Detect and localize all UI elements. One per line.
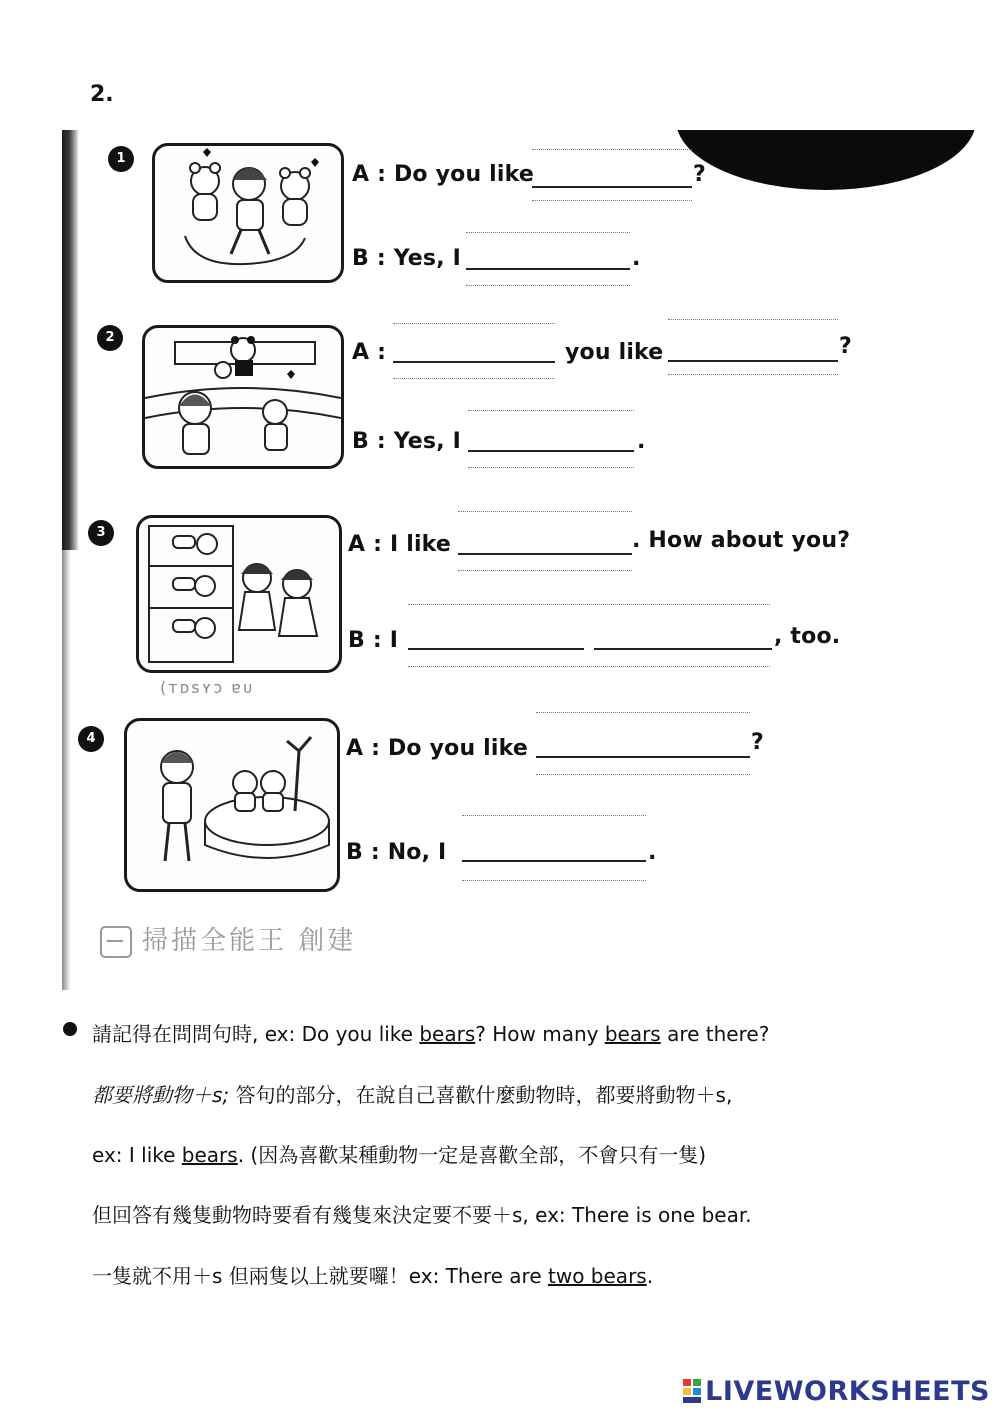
answer-guide-dots — [408, 666, 770, 667]
girls-looking-at-tiger-cages-illustration — [139, 518, 339, 670]
item-1-b-answer-blank[interactable] — [466, 246, 630, 270]
speaker-a-label: A : — [352, 162, 387, 187]
answer-guide-dots — [668, 374, 838, 375]
note-underlined-word: bears — [419, 1022, 476, 1046]
note-text: . (因為喜歡某種動物一定是喜歡全部，不會只有一隻) — [237, 1143, 707, 1167]
item-1-line-a — [352, 162, 534, 187]
answer-guide-dots — [393, 378, 555, 379]
scan-smudge-text: (ᴛᴅsʏɔ ɐᴜ — [160, 678, 255, 697]
note-line-1 — [92, 1018, 769, 1047]
note-text: ? How many — [475, 1022, 605, 1046]
note-text: 請記得在問問句時, ex: Do you like — [92, 1022, 420, 1046]
note-text: 答句的部分，在說自己喜歡什麼動物時，都要將動物＋s, — [229, 1083, 733, 1107]
item-3-b-answer-blank-2[interactable] — [594, 626, 772, 650]
note-line-2 — [92, 1079, 732, 1108]
item-2-b-answer-blank[interactable] — [468, 428, 634, 452]
note-text: ex: I like — [92, 1143, 182, 1167]
item-2-a-answer-blank-2[interactable] — [668, 338, 838, 362]
answer-guide-dots — [468, 410, 634, 411]
item-2-a-end: ? — [839, 334, 852, 359]
liveworksheets-logo-icon — [683, 1379, 701, 1403]
answer-guide-dots — [532, 149, 692, 150]
item-3-line-a — [348, 532, 451, 557]
note-line-5 — [92, 1260, 653, 1289]
question-number: 2. — [90, 82, 114, 107]
answer-guide-dots — [536, 712, 750, 713]
item-1-a-text: Do you like — [393, 162, 535, 187]
item-2-a-answer-blank-1[interactable] — [393, 339, 555, 363]
item-3-line-b — [348, 628, 398, 653]
item-4-b-answer-blank[interactable] — [462, 838, 646, 862]
item-3-a-text: I like — [389, 532, 452, 557]
item-2-a-label: A : — [352, 340, 387, 365]
item-1-picture — [152, 143, 344, 283]
answer-guide-dots — [468, 467, 634, 468]
item-2-line-b — [352, 429, 461, 454]
speaker-a-label: A : — [346, 736, 381, 761]
item-4-line-a — [346, 736, 528, 761]
item-4-b-text: No, I — [387, 840, 447, 865]
speaker-b-label: B : — [352, 429, 386, 454]
note-italic-text: 都要將動物＋s; — [92, 1083, 230, 1107]
scanner-watermark-text: 掃描全能王 創建 — [142, 926, 357, 956]
scan-edge-shadow-lower — [62, 550, 70, 990]
item-3-a-end: . How about you? — [632, 528, 851, 553]
item-3-number-badge: 3 — [88, 520, 114, 546]
item-4-a-end: ? — [751, 730, 764, 755]
item-1-number-badge: 1 — [108, 146, 134, 172]
item-4-a-answer-blank[interactable] — [536, 734, 750, 758]
item-1-b-end: . — [632, 246, 641, 271]
note-underlined-word: two bears — [548, 1264, 647, 1288]
kids-watching-pandas-illustration — [145, 328, 341, 466]
answer-guide-dots — [536, 774, 750, 775]
speaker-b-label: B : — [346, 840, 380, 865]
item-3-a-answer-blank[interactable] — [458, 531, 632, 555]
answer-guide-dots — [466, 285, 630, 286]
note-underlined-word: bears — [181, 1143, 238, 1167]
note-line-3 — [92, 1139, 706, 1168]
item-1-a-end: ? — [693, 162, 706, 187]
scanner-watermark — [100, 920, 356, 958]
item-2-picture — [142, 325, 344, 469]
item-4-a-text: Do you like — [387, 736, 529, 761]
item-2-number-badge: 2 — [97, 325, 123, 351]
answer-guide-dots — [466, 232, 630, 233]
item-1-line-b — [352, 246, 461, 271]
answer-guide-dots — [462, 815, 646, 816]
speaker-b-label: B : — [352, 246, 386, 271]
bullet-icon — [63, 1022, 77, 1036]
item-1-a-answer-blank[interactable] — [532, 164, 692, 188]
answer-guide-dots — [532, 200, 692, 201]
item-3-picture — [136, 515, 342, 673]
girl-with-teddy-bears-illustration — [155, 146, 341, 280]
page-margin — [600, 0, 1000, 130]
note-text: . — [646, 1264, 654, 1288]
item-3-b-text: I — [389, 628, 399, 653]
item-2-b-text: Yes, I — [393, 429, 462, 454]
item-1-b-text: Yes, I — [393, 246, 462, 271]
item-2-a-mid: you like — [565, 340, 664, 365]
liveworksheets-logo-text: LIVEWORKSHEETS — [705, 1376, 990, 1407]
note-text: 一隻就不用＋s 但兩隻以上就要囉！ex: There are — [92, 1264, 549, 1288]
scanner-app-icon — [100, 926, 132, 958]
speaker-b-label: B : — [348, 628, 382, 653]
item-4-picture — [124, 718, 340, 892]
item-2-b-end: . — [637, 429, 646, 454]
scan-edge-shadow — [62, 130, 78, 550]
note-line-4: 但回答有幾隻動物時要看有幾隻來決定要不要＋s, ex: There is one bear. — [92, 1203, 752, 1227]
answer-guide-dots — [462, 880, 646, 881]
note-text: are there? — [660, 1022, 770, 1046]
answer-guide-dots — [458, 511, 632, 512]
answer-guide-dots — [408, 604, 770, 605]
answer-guide-dots — [668, 319, 838, 320]
liveworksheets-logo — [683, 1376, 990, 1407]
item-3-b-end: , too. — [774, 624, 841, 649]
item-4-line-b — [346, 840, 446, 865]
note-underlined-word: bears — [604, 1022, 661, 1046]
item-4-b-end: . — [648, 840, 657, 865]
answer-guide-dots — [393, 323, 555, 324]
item-4-number-badge: 4 — [78, 726, 104, 752]
answer-guide-dots — [458, 570, 632, 571]
speaker-a-label: A : — [348, 532, 383, 557]
item-3-b-answer-blank-1[interactable] — [408, 626, 584, 650]
boy-watching-monkeys-illustration — [127, 721, 337, 889]
